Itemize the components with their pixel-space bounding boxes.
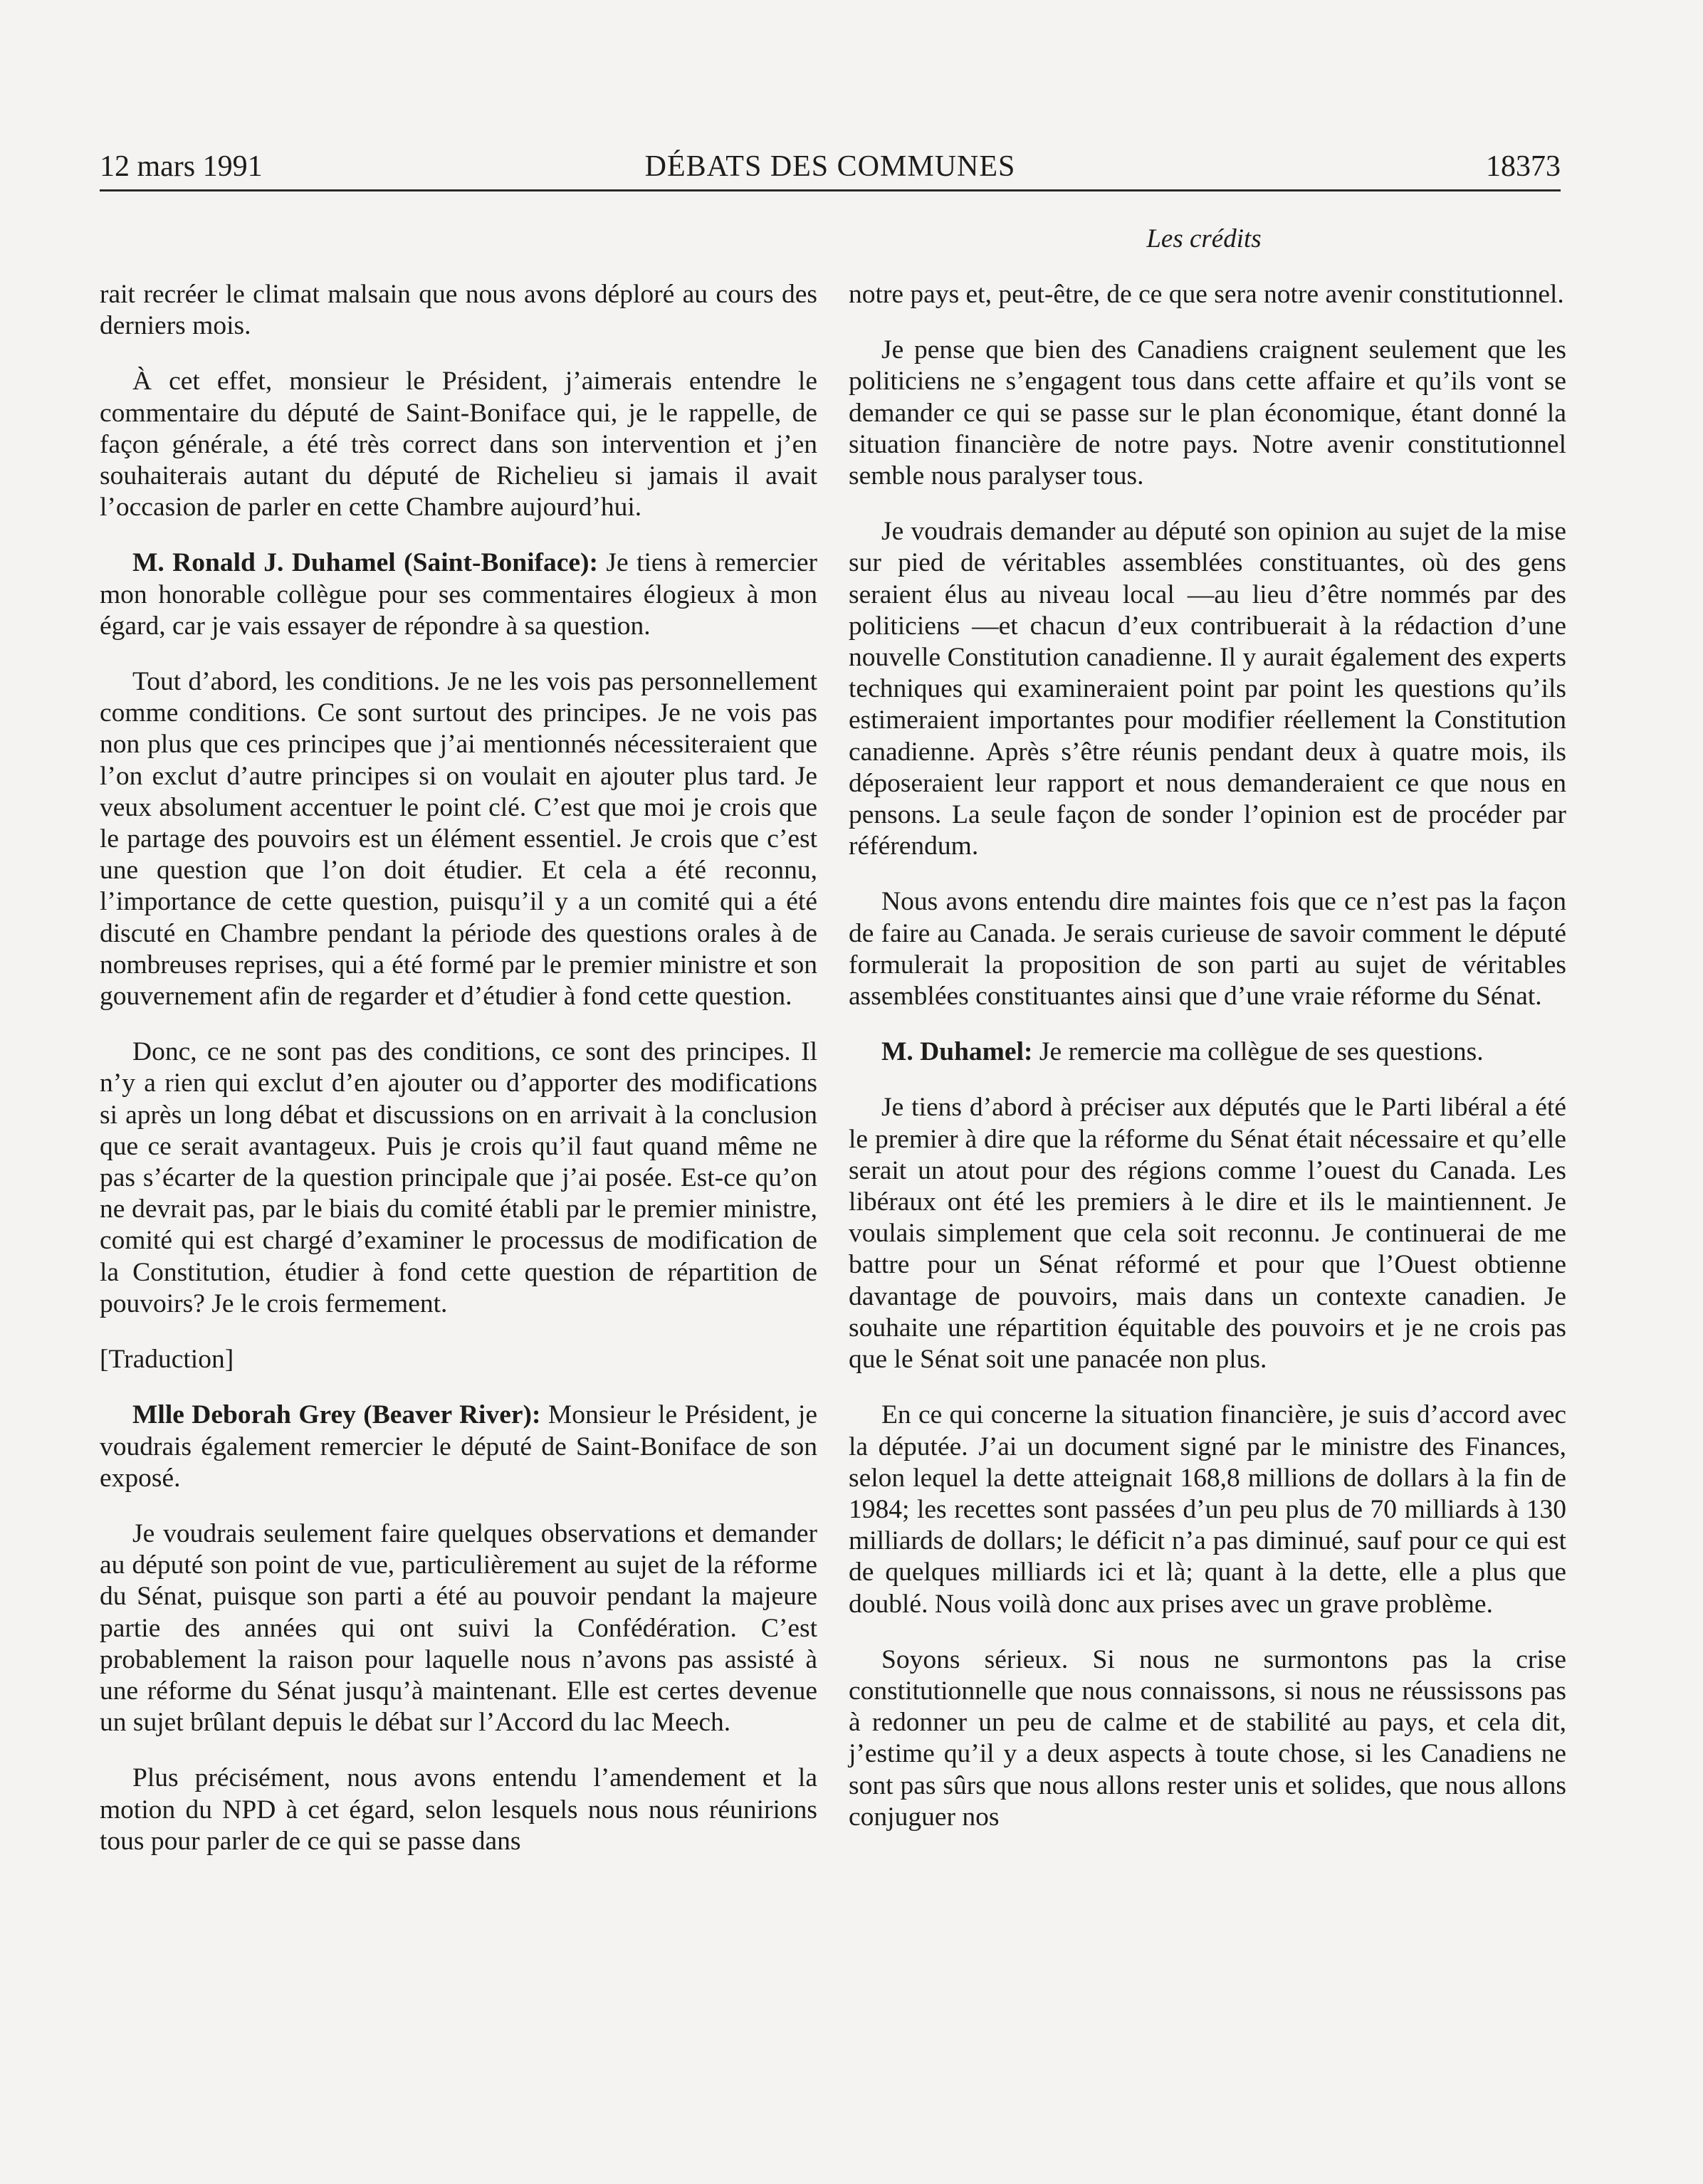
- paragraph: rait recréer le climat malsain que nous avons déploré au cours des derniers mois.: [100, 280, 817, 341]
- paragraph: Donc, ce ne sont pas des conditions, ce sont des principes. Il n’y a rien qui exclut d’en ajouter ou d’apporter des modifications si après un long débat et discussions on en arrivait à la conclusion que ce serait avantageux. Puis je crois qu’il faut quand même ne pas s’écarter de la question principale que j’ai posée. Est-ce qu’on ne devrait pas, par le biais du comité établi par le premier ministre, comité qui est chargé d’examiner le processus de modification de la Constitution, étudier à fond cette question de répartition de pouvoirs? Je le crois fermement.: [100, 1037, 817, 1318]
- speaker-name: Mlle Deborah Grey (Beaver River):: [132, 1400, 541, 1430]
- speech-paragraph: [100, 1400, 817, 1494]
- speech-text: Monsieur le Président, je voudrais également remercier le député de Saint-Boniface de son exposé.: [100, 1400, 817, 1493]
- paragraph: Je voudrais demander au député son opinion au sujet de la mise sur pied de véritables assemblées constituantes, où des gens seraient élus au niveau local —au lieu d’être nommés par des politiciens —et chacun d’eux contribuerait à la rédaction d’une nouvelle Constitution canadienne. Il y aurait également des experts techniques qui examineraient point par point les questions qu’ils estimeraient importantes pour modifier réellement la Constitution canadienne. Après s’être réunis pendant deux à quatre mois, ils déposeraient leur rapport et nous demanderaient ce que nous en pensons. La seule façon de sonder l’opinion est de procéder par référendum.: [849, 517, 1566, 861]
- header-title: DÉBATS DES COMMUNES: [644, 150, 1016, 183]
- paragraph: Tout d’abord, les conditions. Je ne les vois pas personnellement comme conditions. Ce sont surtout des principes. Je ne vois pas non plus que ces principes que j’ai mentionnés nécessiteraient que l’on exclut d’autre principes si on voulait en ajouter plus tard. Je veux absolument accentuer le point clé. C’est que moi je crois que le partage des pouvoirs est un élément essentiel. Je crois que c’est une question que l’on doit étudier. Et cela a été reconnu, l’importance de cette question, puisqu’il y a un comité qui a été discuté en Chambre pendant la période des questions orales à de nombreuses reprises, qui a été formé par le premier ministre et son gouvernement afin de regarder et d’étudier à fond cette question.: [100, 667, 817, 1012]
- paragraph: À cet effet, monsieur le Président, j’aimerais entendre le commentaire du député de Saint-Boniface qui, je le rappelle, de façon générale, a été très correct dans son intervention et j’en souhaiterais autant du député de Richelieu si jamais il avait l’occasion de parler en cette Chambre aujourd’hui.: [100, 367, 817, 523]
- paragraph: Soyons sérieux. Si nous ne surmontons pas la crise constitutionnelle que nous connaissons, si nous ne réussissons pas à redonner un peu de calme et de stabilité au pays, et cela dit, j’estime qu’il y a deux aspects à toute chose, si les Canadiens ne sont pas sûrs que nous allons rester unis et solides, que nous allons conjuguer nos: [849, 1644, 1566, 1832]
- paragraph: notre pays et, peut-être, de ce que sera notre avenir constitutionnel.: [849, 280, 1564, 309]
- translation-marker: [Traduction]: [100, 1345, 234, 1375]
- header-page-number: 18373: [1486, 150, 1561, 183]
- speaker-name: M. Duhamel:: [881, 1037, 1033, 1067]
- running-header: [100, 147, 1561, 187]
- speech-text: Je remercie ma collègue de ses questions.: [1039, 1037, 1484, 1067]
- section-heading: Les crédits: [1146, 224, 1262, 253]
- header-date: 12 mars 1991: [100, 150, 263, 183]
- paragraph: Je pense que bien des Canadiens craignent seulement que les politiciens ne s’engagent tous dans cette affaire et qu’ils vont se demander ce qui se passe sur le plan économique, étant donné la situation financière de notre pays. Notre avenir constitutionnel semble nous paralyser tous.: [849, 335, 1566, 491]
- speech-paragraph: [100, 547, 817, 642]
- paragraph: Plus précisément, nous avons entendu l’amendement et la motion du NPD à cet égard, selon lesquels nous nous réunirions tous pour parler de ce qui se passe dans: [100, 1763, 817, 1856]
- paragraph: Je voudrais seulement faire quelques observations et demander au député son point de vue, particulièrement au sujet de la réforme du Sénat, puisque son parti a été au pouvoir pendant la majeure partie des années qui ont suivi la Confédération. C’est probablement la raison pour laquelle nous n’avons pas assisté à une réforme du Sénat jusqu’à maintenant. Elle est certes devenue un sujet brûlant depuis le débat sur l’Accord du lac Meech.: [100, 1518, 817, 1738]
- header-rule: [100, 189, 1561, 191]
- paragraph: En ce qui concerne la situation financière, je suis d’accord avec la députée. J’ai un document signé par le ministre des Finances, selon lequel la dette atteignait 168,8 millions de dollars à la fin de 1984; les recettes sont passées d’un peu plus de 70 milliards à 130 milliards de dollars; le déficit n’a pas diminué, sauf pour ce qui est de quelques milliards ici et là; quant à la dette, elle a plus que doublé. Nous voilà donc aux prises avec un grave problème.: [849, 1400, 1566, 1619]
- speech-text: Je tiens à remercier mon honorable collègue pour ses commentaires élogieux à mon égard, car je vais essayer de répondre à sa question.: [100, 548, 817, 641]
- left-column: [100, 279, 817, 1881]
- paragraph: Nous avons entendu dire maintes fois que ce n’est pas la façon de faire au Canada. Je serais curieuse de savoir comment le député formulerait la proposition de son parti au sujet de véritables assemblées constituantes ainsi que d’une vraie réforme du Sénat.: [849, 887, 1566, 1012]
- right-column: [849, 279, 1566, 1857]
- paragraph: Je tiens d’abord à préciser aux députés que le Parti libéral a été le premier à dire que la réforme du Sénat était nécessaire et qu’elle serait un atout pour des régions comme l’ouest du Canada. Les libéraux ont été les premiers à le dire et ils le maintiennent. Je voulais simplement que cela soit reconnu. Je continuerai de me battre pour un Sénat réformé et pour que l’Ouest obtienne davantage de pouvoirs, mais dans un contexte canadien. Je souhaite une répartition équitable des pouvoirs et je ne crois pas que le Sénat soit une panacée non plus.: [849, 1093, 1566, 1375]
- speaker-name: M. Ronald J. Duhamel (Saint-Boniface):: [132, 548, 598, 578]
- speech-paragraph: [849, 1036, 1566, 1068]
